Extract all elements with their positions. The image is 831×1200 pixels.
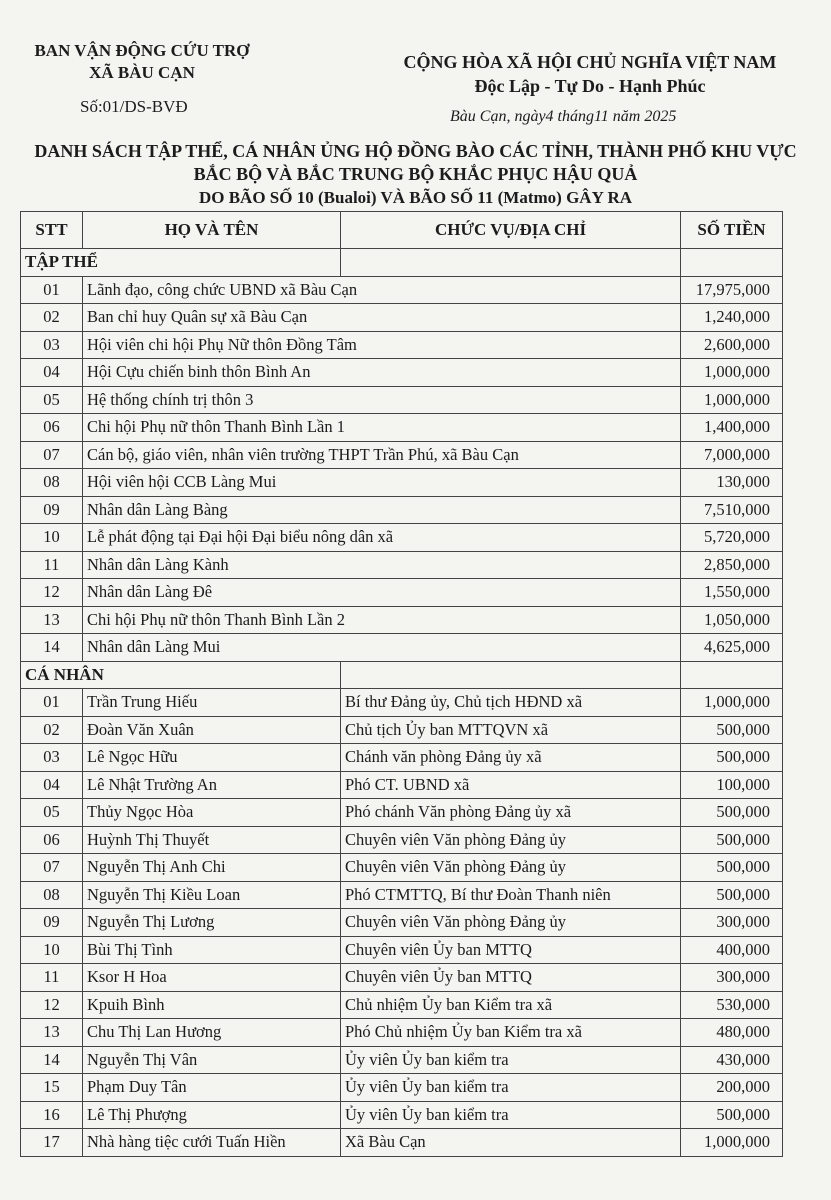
section-label: CÁ NHÂN (21, 661, 341, 689)
row-name: Ksor H Hoa (83, 964, 341, 992)
table-row (21, 1129, 783, 1157)
row-stt: 17 (21, 1129, 83, 1157)
row-role: Chuyên viên Văn phòng Đảng ủy (341, 854, 681, 882)
table-row (21, 799, 783, 827)
row-name: Nhân dân Làng Đê (83, 579, 681, 607)
table-row (21, 854, 783, 882)
row-name: Nhân dân Làng Bàng (83, 496, 681, 524)
table-row (21, 359, 783, 387)
header-role: CHỨC VỤ/ĐỊA CHỈ (341, 212, 681, 249)
table-row (21, 1046, 783, 1074)
row-amount: 7,000,000 (681, 441, 783, 469)
row-stt: 10 (21, 524, 83, 552)
row-amount: 7,510,000 (681, 496, 783, 524)
table-row (21, 909, 783, 937)
row-name: Đoàn Văn Xuân (83, 716, 341, 744)
row-name: Nguyễn Thị Vân (83, 1046, 341, 1074)
row-stt: 08 (21, 469, 83, 497)
row-name: Bùi Thị Tình (83, 936, 341, 964)
table-row (21, 991, 783, 1019)
row-amount: 500,000 (681, 799, 783, 827)
row-role: Xã Bàu Cạn (341, 1129, 681, 1157)
table-row (21, 1019, 783, 1047)
row-name: Chi hội Phụ nữ thôn Thanh Bình Lần 1 (83, 414, 681, 442)
row-amount: 1,000,000 (681, 1129, 783, 1157)
row-amount: 130,000 (681, 469, 783, 497)
row-name: Cán bộ, giáo viên, nhân viên trường THPT Trần Phú, xã Bàu Cạn (83, 441, 681, 469)
row-amount: 300,000 (681, 909, 783, 937)
row-name: Thủy Ngọc Hòa (83, 799, 341, 827)
row-role: Phó chánh Văn phòng Đảng ủy xã (341, 799, 681, 827)
row-name: Lê Nhật Trường An (83, 771, 341, 799)
row-name: Nhà hàng tiệc cưới Tuấn Hiền (83, 1129, 341, 1157)
row-name: Ban chỉ huy Quân sự xã Bàu Cạn (83, 304, 681, 332)
donation-table (20, 211, 783, 1157)
row-name: Nhân dân Làng Kành (83, 551, 681, 579)
row-stt: 13 (21, 1019, 83, 1047)
row-stt: 03 (21, 331, 83, 359)
document-title (10, 140, 821, 209)
row-role: Ủy viên Ủy ban kiểm tra (341, 1101, 681, 1129)
table-row (21, 524, 783, 552)
row-stt: 07 (21, 854, 83, 882)
header-stt: STT (21, 212, 83, 249)
row-stt: 16 (21, 1101, 83, 1129)
row-amount: 5,720,000 (681, 524, 783, 552)
row-name: Lễ phát động tại Đại hội Đại biểu nông dân xã (83, 524, 681, 552)
table-row (21, 441, 783, 469)
table-row (21, 964, 783, 992)
table-row (21, 496, 783, 524)
title-line-2: BẮC BỘ VÀ BẮC TRUNG BỘ KHẮC PHỤC HẬU QUẢ (193, 164, 638, 184)
row-role: Chuyên viên Ủy ban MTTQ (341, 964, 681, 992)
row-stt: 05 (21, 799, 83, 827)
table-row (21, 551, 783, 579)
national-heading (380, 50, 800, 98)
row-amount: 1,550,000 (681, 579, 783, 607)
table-row (21, 414, 783, 442)
row-stt: 10 (21, 936, 83, 964)
row-stt: 06 (21, 414, 83, 442)
row-name: Nhân dân Làng Mui (83, 634, 681, 662)
title-line-3: DO BÃO SỐ 10 (Bualoi) VÀ BÃO SỐ 11 (Matmo) GÂY RA (198, 188, 633, 207)
row-role: Ủy viên Ủy ban kiểm tra (341, 1074, 681, 1102)
row-name: Chu Thị Lan Hương (83, 1019, 341, 1047)
row-amount: 480,000 (681, 1019, 783, 1047)
row-stt: 12 (21, 579, 83, 607)
table-row (21, 331, 783, 359)
row-amount: 430,000 (681, 1046, 783, 1074)
row-amount: 2,850,000 (681, 551, 783, 579)
table-row (21, 826, 783, 854)
table-row (21, 936, 783, 964)
row-amount: 500,000 (681, 1101, 783, 1129)
table-row (21, 276, 783, 304)
table-header-row (21, 212, 783, 249)
date-line: Bàu Cạn, ngày4 tháng11 năm 2025 (450, 108, 677, 125)
row-amount: 1,400,000 (681, 414, 783, 442)
row-stt: 15 (21, 1074, 83, 1102)
row-name: Nguyễn Thị Lương (83, 909, 341, 937)
row-stt: 09 (21, 909, 83, 937)
row-name: Nguyễn Thị Kiều Loan (83, 881, 341, 909)
org-commune: XÃ BÀU CẠN (89, 63, 195, 82)
table-row (21, 304, 783, 332)
table-row (21, 469, 783, 497)
section-spacer (341, 661, 681, 689)
row-name: Phạm Duy Tân (83, 1074, 341, 1102)
row-name: Nguyễn Thị Anh Chi (83, 854, 341, 882)
section-spacer (341, 249, 681, 277)
row-amount: 1,000,000 (681, 386, 783, 414)
row-role: Bí thư Đảng ủy, Chủ tịch HĐND xã (341, 689, 681, 717)
national-name: CỘNG HÒA XÃ HỘI CHỦ NGHĨA VIỆT NAM (403, 52, 777, 72)
row-name: Trần Trung Hiếu (83, 689, 341, 717)
row-amount: 500,000 (681, 716, 783, 744)
row-amount: 100,000 (681, 771, 783, 799)
row-stt: 01 (21, 276, 83, 304)
row-name: Huỳnh Thị Thuyết (83, 826, 341, 854)
section-spacer (681, 661, 783, 689)
row-amount: 500,000 (681, 826, 783, 854)
row-amount: 300,000 (681, 964, 783, 992)
row-amount: 17,975,000 (681, 276, 783, 304)
section-individual (21, 661, 783, 689)
row-name: Chi hội Phụ nữ thôn Thanh Bình Lần 2 (83, 606, 681, 634)
row-amount: 400,000 (681, 936, 783, 964)
row-stt: 09 (21, 496, 83, 524)
header-amount: SỐ TIỀN (681, 212, 783, 249)
row-stt: 12 (21, 991, 83, 1019)
table-row (21, 579, 783, 607)
row-name: Hội viên chi hội Phụ Nữ thôn Đồng Tâm (83, 331, 681, 359)
row-stt: 14 (21, 1046, 83, 1074)
section-label: TẬP THỂ (21, 249, 341, 277)
row-name: Lê Ngọc Hữu (83, 744, 341, 772)
row-amount: 1,240,000 (681, 304, 783, 332)
row-stt: 05 (21, 386, 83, 414)
row-stt: 08 (21, 881, 83, 909)
row-stt: 07 (21, 441, 83, 469)
row-amount: 1,050,000 (681, 606, 783, 634)
table-row (21, 716, 783, 744)
row-stt: 04 (21, 359, 83, 387)
table-row (21, 771, 783, 799)
table-row (21, 606, 783, 634)
row-amount: 200,000 (681, 1074, 783, 1102)
row-role: Phó Chủ nhiệm Ủy ban Kiểm tra xã (341, 1019, 681, 1047)
table-row (21, 1101, 783, 1129)
section-spacer (681, 249, 783, 277)
table-row (21, 1074, 783, 1102)
table-row (21, 881, 783, 909)
row-name: Lãnh đạo, công chức UBND xã Bàu Cạn (83, 276, 681, 304)
issuing-organization (22, 40, 262, 84)
table-row (21, 689, 783, 717)
row-amount: 500,000 (681, 744, 783, 772)
row-stt: 14 (21, 634, 83, 662)
row-stt: 01 (21, 689, 83, 717)
row-role: Phó CT. UBND xã (341, 771, 681, 799)
row-role: Ủy viên Ủy ban kiểm tra (341, 1046, 681, 1074)
row-stt: 02 (21, 304, 83, 332)
row-amount: 1,000,000 (681, 359, 783, 387)
row-amount: 2,600,000 (681, 331, 783, 359)
row-stt: 04 (21, 771, 83, 799)
row-amount: 500,000 (681, 854, 783, 882)
table-row (21, 386, 783, 414)
row-stt: 11 (21, 964, 83, 992)
row-name: Hệ thống chính trị thôn 3 (83, 386, 681, 414)
row-amount: 4,625,000 (681, 634, 783, 662)
row-role: Chánh văn phòng Đảng ủy xã (341, 744, 681, 772)
row-amount: 530,000 (681, 991, 783, 1019)
row-stt: 06 (21, 826, 83, 854)
row-stt: 03 (21, 744, 83, 772)
row-role: Chuyên viên Ủy ban MTTQ (341, 936, 681, 964)
row-name: Hội Cựu chiến binh thôn Bình An (83, 359, 681, 387)
table-row (21, 744, 783, 772)
row-role: Phó CTMTTQ, Bí thư Đoàn Thanh niên (341, 881, 681, 909)
document-number: Số:01/DS-BVĐ (80, 97, 188, 116)
row-stt: 13 (21, 606, 83, 634)
header-name: HỌ VÀ TÊN (83, 212, 341, 249)
row-amount: 500,000 (681, 881, 783, 909)
title-line-1: DANH SÁCH TẬP THỂ, CÁ NHÂN ỦNG HỘ ĐỒNG BÀO CÁC TỈNH, THÀNH PHỐ KHU VỰC (34, 141, 797, 161)
row-role: Chuyên viên Văn phòng Đảng ủy (341, 909, 681, 937)
national-motto: Độc Lập - Tự Do - Hạnh Phúc (474, 76, 706, 96)
row-role: Chủ nhiệm Ủy ban Kiểm tra xã (341, 991, 681, 1019)
row-amount: 1,000,000 (681, 689, 783, 717)
row-name: Hội viên hội CCB Làng Mui (83, 469, 681, 497)
row-name: Kpuih Bình (83, 991, 341, 1019)
section-collective (21, 249, 783, 277)
table-row (21, 634, 783, 662)
row-stt: 11 (21, 551, 83, 579)
row-stt: 02 (21, 716, 83, 744)
row-role: Chuyên viên Văn phòng Đảng ủy (341, 826, 681, 854)
org-name: BAN VẬN ĐỘNG CỨU TRỢ (34, 41, 250, 60)
row-role: Chủ tịch Ủy ban MTTQVN xã (341, 716, 681, 744)
row-name: Lê Thị Phượng (83, 1101, 341, 1129)
